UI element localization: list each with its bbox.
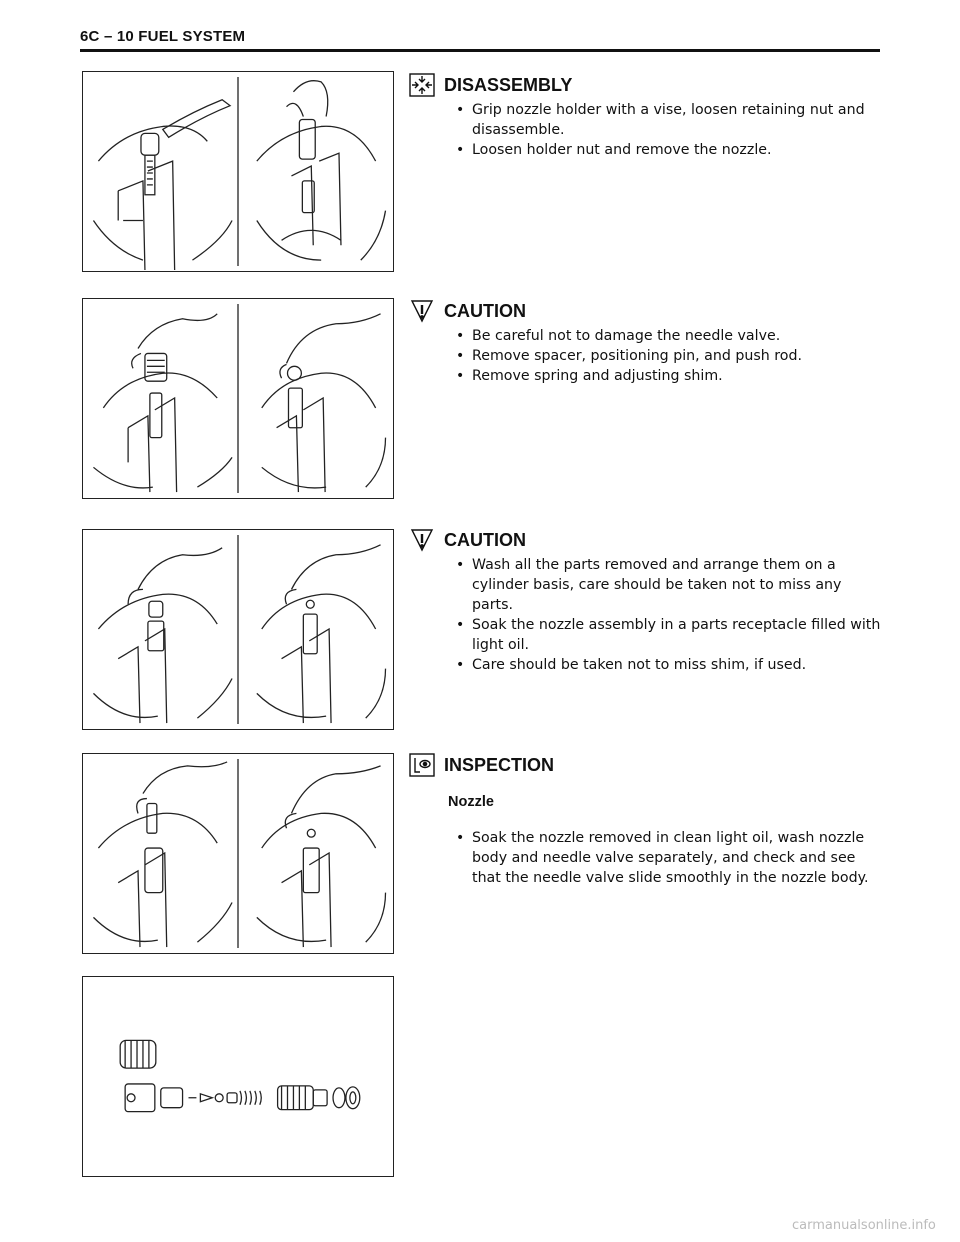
bullet-list <box>408 326 884 386</box>
section-title: CAUTION <box>444 529 526 550</box>
section-caution-1 <box>408 298 884 386</box>
list-item: • Care should be taken not to miss shim, if used. <box>472 655 884 675</box>
section-inspection <box>408 752 884 888</box>
list-item: • Soak the nozzle removed in clean light oil, wash nozzle body and needle valve separately, and check and see that the needle valve slide smoothly in the nozzle body. <box>472 828 884 888</box>
figure-nozzle-parts <box>82 976 394 1177</box>
bullet-list <box>408 100 884 160</box>
disassembly-icon <box>408 72 436 98</box>
section-title: DISASSEMBLY <box>444 74 573 95</box>
inspection-icon <box>408 752 436 778</box>
figure-disassembly <box>82 71 394 272</box>
list-item: • Grip nozzle holder with a vise, loosen retaining nut and disassemble. <box>472 100 884 140</box>
list-item: • Remove spring and adjusting shim. <box>472 366 884 386</box>
header-rule <box>80 49 880 52</box>
list-item: • Soak the nozzle assembly in a parts receptacle filled with light oil. <box>472 615 884 655</box>
section-title: CAUTION <box>444 300 526 321</box>
figure-caution-1 <box>82 298 394 499</box>
list-item: • Be careful not to damage the needle valve. <box>472 326 884 346</box>
page-header: 6C – 10 FUEL SYSTEM <box>80 28 246 45</box>
section-title: INSPECTION <box>444 754 555 775</box>
list-item: • Loosen holder nut and remove the nozzle. <box>472 140 884 160</box>
bullet-list <box>408 828 884 888</box>
figure-caution-2 <box>82 529 394 730</box>
figure-inspection <box>82 753 394 954</box>
section-disassembly <box>408 72 884 160</box>
watermark: carmanualsonline.info <box>792 1218 936 1233</box>
caution-icon <box>408 298 436 324</box>
subheading-nozzle: Nozzle <box>448 794 494 810</box>
list-item: • Wash all the parts removed and arrange them on a cylinder basis, care should be taken not to miss any parts. <box>472 555 884 615</box>
list-item: • Remove spacer, positioning pin, and push rod. <box>472 346 884 366</box>
caution-icon <box>408 527 436 553</box>
bullet-list <box>408 555 884 675</box>
section-caution-2 <box>408 527 884 675</box>
